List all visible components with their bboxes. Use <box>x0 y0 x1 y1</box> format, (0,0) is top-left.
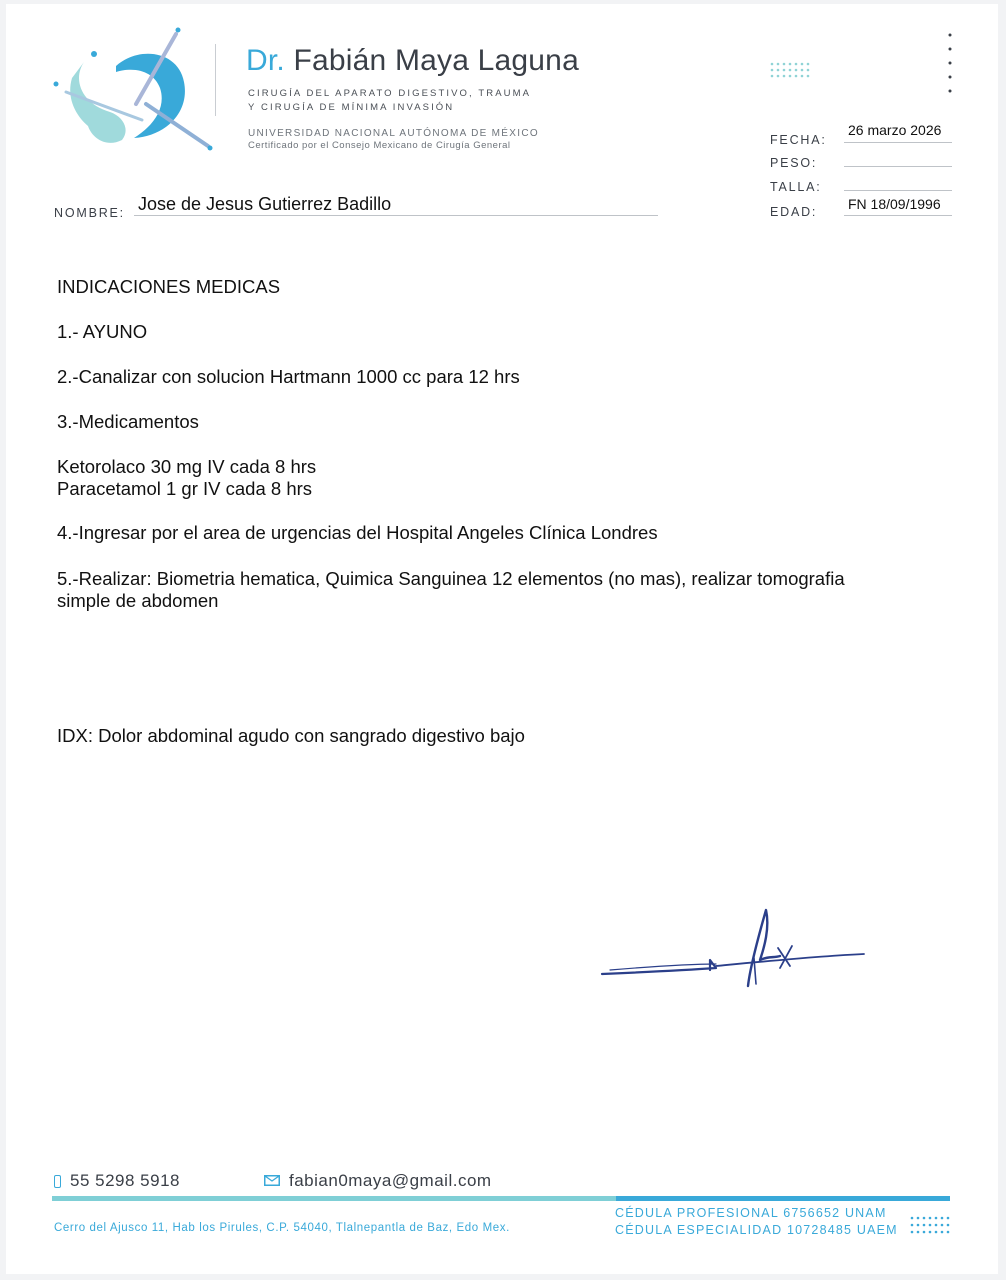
indication-item-1: 1.- AYUNO <box>57 321 148 342</box>
footer-bar-teal <box>52 1196 616 1201</box>
specialty-line-2: Y CIRUGÍA DE MÍNIMA INVASIÓN <box>248 102 455 113</box>
footer-dots-icon <box>910 1216 952 1236</box>
header-divider <box>215 44 216 116</box>
peso-line <box>844 166 952 167</box>
fecha-value: 26 marzo 2026 <box>848 122 942 138</box>
doctor-name <box>246 44 579 78</box>
specialty-line-1: CIRUGÍA DEL APARATO DIGESTIVO, TRAUMA <box>248 88 532 99</box>
cedula-profesional: CÉDULA PROFESIONAL 6756652 UNAM <box>615 1206 887 1220</box>
university: UNIVERSIDAD NACIONAL AUTÓNOMA DE MÉXICO <box>248 128 539 139</box>
footer-bar-blue <box>616 1196 950 1201</box>
diagnosis: IDX: Dolor abdominal agudo con sangrado digestivo bajo <box>57 725 525 746</box>
indication-item-4: 4.-Ingresar por el area de urgencias del Hospital Angeles Clínica Londres <box>57 522 658 543</box>
indications-title: INDICACIONES MEDICAS <box>57 276 281 297</box>
edad-line <box>844 215 952 216</box>
edad-value: FN 18/09/1996 <box>848 196 941 212</box>
footer-address: Cerro del Ajusco 11, Hab los Pirules, C.P. 54040, Tlalnepantla de Baz, Edo Mex. <box>54 1222 510 1234</box>
envelope-icon <box>264 1175 280 1186</box>
talla-label: TALLA: <box>770 180 822 194</box>
doctor-prefix: Dr. <box>246 44 285 77</box>
indication-item-2: 2.-Canalizar con solucion Hartmann 1000 cc para 12 hrs <box>57 366 520 387</box>
indication-item-5-line-1: 5.-Realizar: Biometria hematica, Quimica Sanguinea 12 elementos (no mas), realizar tomografia <box>57 568 845 589</box>
phone-icon <box>54 1175 61 1188</box>
talla-line <box>844 190 952 191</box>
footer-phone: 55 5298 5918 <box>70 1171 180 1190</box>
signature <box>598 898 868 988</box>
doctor-full-name: Fabián Maya Laguna <box>293 44 579 77</box>
decorative-dots-icon <box>770 62 814 82</box>
footer-email: fabian0maya@gmail.com <box>289 1171 492 1190</box>
cedula-especialidad: CÉDULA ESPECIALIDAD 10728485 UAEM <box>615 1223 898 1237</box>
edad-label: EDAD: <box>770 205 818 219</box>
peso-label: PESO: <box>770 156 818 170</box>
fecha-label: FECHA: <box>770 133 827 147</box>
vertical-dots-icon <box>946 32 954 98</box>
prescription-page <box>6 4 998 1274</box>
nombre-label: NOMBRE: <box>54 206 125 220</box>
medication-1: Ketorolaco 30 mg IV cada 8 hrs <box>57 456 317 477</box>
medication-2: Paracetamol 1 gr IV cada 8 hrs <box>57 478 313 499</box>
surgery-logo-icon <box>46 20 216 160</box>
fecha-line <box>844 142 952 143</box>
nombre-value: Jose de Jesus Gutierrez Badillo <box>138 194 392 214</box>
indication-item-5-line-2: simple de abdomen <box>57 590 219 611</box>
nombre-line <box>134 215 658 216</box>
indication-item-3: 3.-Medicamentos <box>57 411 199 432</box>
certification: Certificado por el Consejo Mexicano de Cirugía General <box>248 140 511 151</box>
